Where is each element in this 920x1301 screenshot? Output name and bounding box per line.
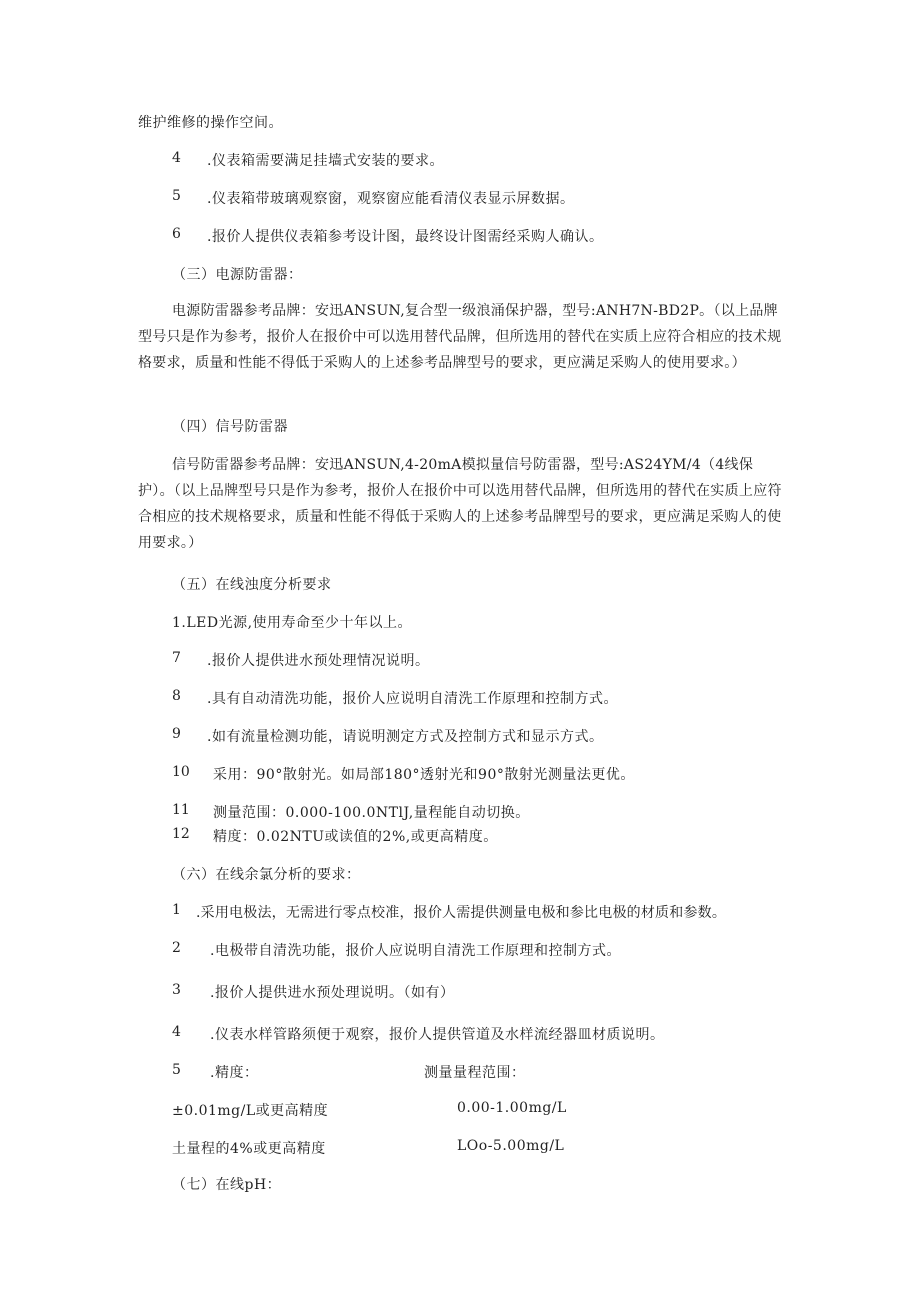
item-number: 7: [172, 650, 181, 666]
item-text: .仪表水样管路须便于观察，报价人提供管道及水样流经器皿材质说明。: [210, 1027, 665, 1043]
item-number: 3: [172, 982, 181, 998]
item-text: 采用：90°散射光。如局部180°透射光和90°散射光测量法更优。: [213, 767, 635, 783]
section-heading: （四）信号防雷器: [172, 419, 288, 435]
item-text: .仪表箱带玻璃观察窗，观察窗应能看清仪表显示屏数据。: [207, 191, 575, 207]
item-number: 10: [172, 764, 190, 780]
item-text: 测量范围：0.000-100.0NTlJ,量程能自动切换。: [213, 805, 530, 821]
item-text: 精度：0.02NTU或读值的2%,或更高精度。: [213, 829, 498, 845]
item-number: 2: [172, 940, 181, 956]
section-heading: （五）在线浊度分析要求: [172, 577, 332, 593]
item-text: .报价人提供进水预处理说明。（如有）: [210, 985, 455, 1001]
item-text: .采用电极法，无需进行零点校准，报价人需提供测量电极和参比电极的材质和参数。: [196, 905, 727, 921]
range-value: LOo-5.00mg/L: [457, 1138, 565, 1154]
item-number: 11: [172, 802, 190, 818]
item-number: 12: [172, 826, 190, 842]
paragraph: [138, 452, 783, 556]
item-number: 5: [172, 1062, 181, 1078]
item-number: 4: [172, 1024, 181, 1040]
section-heading: （三）电源防雷器：: [172, 267, 303, 283]
item-text: .具有自动清洗功能，报价人应说明自清洗工作原理和控制方式。: [207, 691, 618, 707]
item-number: 4: [172, 150, 181, 166]
item-text: .仪表箱需要满足挂墙式安装的要求。: [207, 153, 444, 169]
item-number: 1: [172, 902, 181, 918]
paragraph: [138, 298, 783, 376]
item-number: 9: [172, 726, 181, 742]
paragraph-text: 信号防雷器参考品牌：安迅ANSUN,4-20mA模拟量信号防雷器，型号:AS24YM/4（4线保护）。（以上品牌型号只是作为参考，报价人在报价中可以选用替代品牌，但所选用的替代在实质上应符合相应的技术规格要求，质量和性能不得低于采购人的上述参考品牌型号的要求，更应满足采购人的使用要求。）: [138, 457, 782, 551]
section-heading: （六）在线余氯分析的要求：: [172, 867, 361, 883]
column-heading: 测量量程范围：: [424, 1065, 526, 1081]
range-value: 0.00-1.00mg/L: [457, 1100, 567, 1116]
precision-value: 土量程的4%或更高精度: [172, 1141, 326, 1157]
item-text: .报价人提供进水预处理情况说明。: [207, 653, 430, 669]
item-text: 1.LED光源,使用寿命至少十年以上。: [172, 615, 413, 631]
item-number: 6: [172, 226, 181, 242]
item-number: 8: [172, 688, 181, 704]
item-text: .电极带自清洗功能，报价人应说明自清洗工作原理和控制方式。: [210, 943, 621, 959]
item-text: .精度：: [210, 1065, 259, 1081]
paragraph-text: 电源防雷器参考品牌：安迅ANSUN,复合型一级浪涌保护器，型号:ANH7N-BD2P。（以上品牌型号只是作为参考，报价人在报价中可以选用替代品牌，但所选用的替代在实质上应符合相应的技术规格要求，质量和性能不得低于采购人的上述参考品牌型号的要求，更应满足采购人的使用要求。）: [138, 303, 782, 371]
item-number: 5: [172, 188, 181, 204]
section-heading: （七）在线pH：: [172, 1177, 282, 1193]
precision-value: ±0.01mg/L或更高精度: [172, 1103, 329, 1119]
item-text: .报价人提供仪表箱参考设计图，最终设计图需经采购人确认。: [207, 229, 604, 245]
item-text: .如有流量检测功能，请说明测定方式及控制方式和显示方式。: [207, 729, 604, 745]
text-line: 维护维修的操作空间。: [138, 115, 283, 131]
